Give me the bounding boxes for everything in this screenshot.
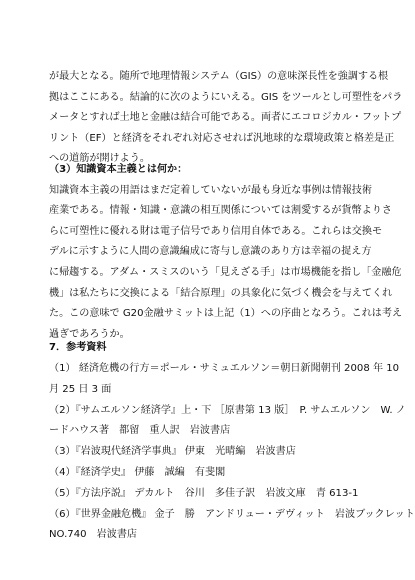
text-line: への道筋が開けよう。 (49, 153, 150, 165)
text-line: が最大となる。随所で地理情報システム（GIS）の意味深長性を強調する根 (49, 71, 389, 82)
reference-line: （1） 経済危機の行方＝ポール・サミュエルソン＝朝日新聞朝刊 2008 年 10 (49, 363, 400, 374)
text-line: 機」は私たちに交換による「結合原理」の具象化に気づく機会を与えてくれ (49, 287, 393, 299)
text-line: 過ぎであろうか。 (49, 328, 130, 340)
text-line: 拠はここにある。結論的に次のようにいえる。GIS をツールとし可塑性をパラ (49, 91, 403, 103)
text-line: らに可塑性に優れる財は電子信号であり信用自体である。これらは交換モ (49, 225, 383, 237)
text-line: デルに示すように人間の意識編成に寄与し意識のあり方は幸福の捉え方 (49, 246, 372, 258)
text-line: リント（EF）と経済をそれぞれ対応させれば汎地球的な環境政策と格差是正 (49, 132, 395, 144)
reference-line: （4）『経済学史』 伊藤 誠編 有斐閣 (49, 466, 226, 478)
section-knowledge-capitalism (49, 160, 403, 345)
reference-line: （3）『岩波現代経済学事典』 伊東 光晴編 岩波書店 (49, 446, 296, 458)
reference-line: （6）『世界金融危機』 金子 勝 アンドリュー・デヴィット 岩波ブックレット (49, 508, 415, 520)
text-line: 知識資本主義の用語はまだ定着していないが最も身近な事例は情報技術 (49, 184, 372, 196)
text-line: メータとすれば土地と金融は結合可能である。両者にエコロジカル・フットプ (49, 112, 402, 124)
reference-line: ードハウス著 都留 重人訳 岩波書店 (49, 425, 231, 437)
reference-line: （5）『方法序説』 デカルト 谷川 多佳子訳 岩波文庫 青 613-1 (49, 487, 359, 499)
reference-line: 月 25 日 3 面 (49, 383, 112, 395)
text-line: た。この意味で G20金融サミットは上記（1）への序曲となろう。これは考え (49, 308, 403, 320)
reference-line: NO.740 岩波書店 (49, 529, 138, 541)
text-line: に帰趨する。アダム・スミスのいう「見えざる手」は市場機能を指し「金融危 (49, 266, 402, 278)
text-line: 産業である。情報・知識・意識の相互関係については割愛するが貨幣よりさ (49, 205, 392, 217)
section-references-heading (49, 338, 371, 359)
section-heading: 7．参考資料 (49, 342, 107, 353)
reference-line: （2）『サムエルソン経済学』上・下 ［原書第 13 版］ P. サムエルソン W. ノ (49, 404, 406, 416)
section-heading: （3）知識資本主義とは何か： (49, 164, 188, 175)
reference-list (49, 359, 415, 546)
paragraph-gis (49, 67, 403, 170)
